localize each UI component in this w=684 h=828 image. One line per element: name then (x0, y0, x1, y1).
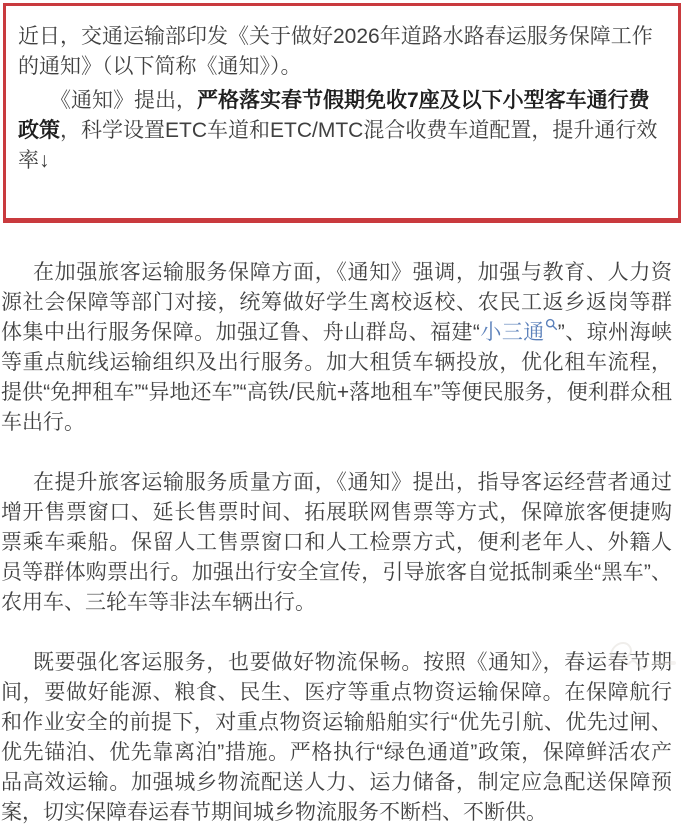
service-quality-paragraph: 在提升旅客运输服务质量方面，《通知》提出，指导客运经营者通过增开售票窗口、延长售票时间、拓展联网售票等方式，保障旅客便捷购票乘车乘船。保留人工售票窗口和人工检票方式，便利老年人、外籍人员等群体购票出行。加强出行安全宣传，引导旅客自觉抵制乘坐“黑车”、农用车、三轮车等非法车辆出行。 (1, 471, 672, 614)
search-icon[interactable] (545, 318, 558, 331)
notice-policy-paragraph (18, 86, 664, 176)
notice-policy-suffix: ，科学设置ETC车道和ETC/MTC混合收费车道配置，提升通行效率↓ (18, 119, 658, 172)
notice-policy-prefix: 《通知》提出， (50, 89, 197, 112)
logistics-paragraph: 既要强化客运服务，也要做好物流保畅。按照《通知》，春运春节期间，要做好能源、粮食、民生、医疗等重点物资运输保障。在保障航行和作业安全的前提下，对重点物资运输船舶实行“优先引航、优先过闸、优先锚泊、优先靠离泊”措施。严格执行“绿色通道”政策，保障鲜活农产品高效运输。加强城乡物流配送人力、运力储备，制定应急配送保障预案，切实保障春运春节期间城乡物流服务不断档、不断供。 (1, 651, 672, 824)
article-body (1, 258, 672, 828)
notice-intro-paragraph: 近日，交通运输部印发《关于做好2026年道路水路春运服务保障工作的通知》（以下简称《通知》）。 (18, 25, 653, 78)
passenger-service-text-2: ”、琼州海峡等重点航线运输组织及出行服务。加大租赁车辆投放，优化租车流程，提供“免押租车”“异地还车”“高铁/民航+落地租车”等便民服务，便利群众租车出行。 (1, 321, 673, 434)
passenger-service-paragraph (1, 258, 672, 438)
notice-summary-box (3, 3, 681, 223)
article-page (0, 3, 684, 824)
passenger-service-text-1: 在加强旅客运输服务保障方面，《通知》强调，加强与教育、人力资源社会保障等部门对接，统筹做好学生离校返校、农民工返乡返岗等群体集中出行服务保障。加强辽鲁、舟山群岛、福建“ (1, 261, 672, 344)
xiaosantong-link[interactable]: 小三通 (479, 321, 545, 344)
toll-free-policy-highlight: 严格落实春节假期免收7座及以下小型客车通行费政策 (18, 89, 650, 142)
